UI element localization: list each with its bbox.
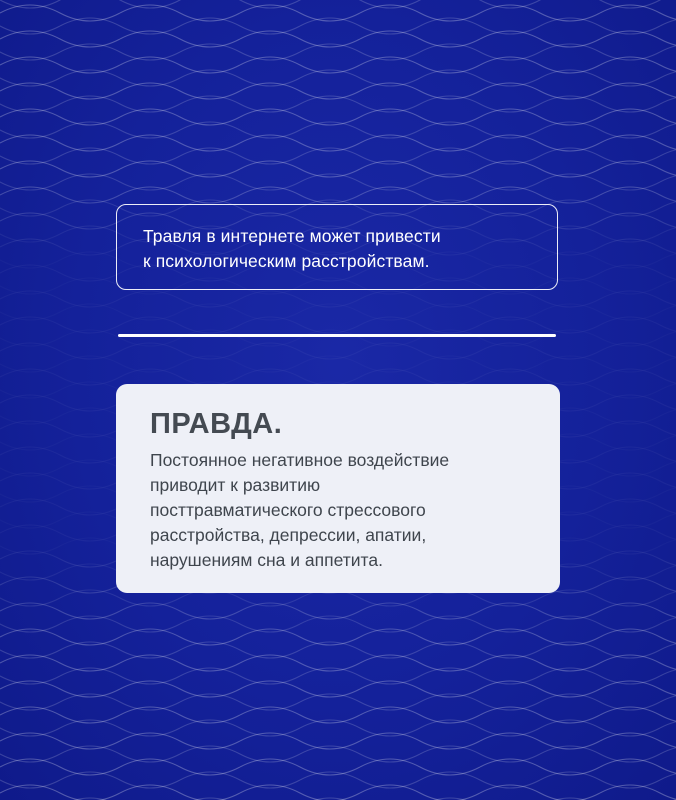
- divider: [118, 334, 556, 337]
- myth-line: Травля в интернете может привести: [143, 226, 441, 246]
- truth-card: [116, 384, 560, 593]
- truth-line: расстройства, депрессии, апатии,: [150, 525, 427, 545]
- myth-text: [143, 224, 543, 274]
- truth-title: ПРАВДА.: [150, 408, 283, 440]
- myth-card: [116, 204, 558, 290]
- truth-line: посттравматического стрессового: [150, 500, 426, 520]
- truth-line: приводит к развитию: [150, 475, 321, 495]
- truth-body: [150, 448, 540, 573]
- myth-line: к психологическим расстройствам.: [143, 251, 430, 271]
- truth-line: Постоянное негативное воздействие: [150, 450, 450, 470]
- truth-line: нарушениям сна и аппетита.: [150, 550, 383, 570]
